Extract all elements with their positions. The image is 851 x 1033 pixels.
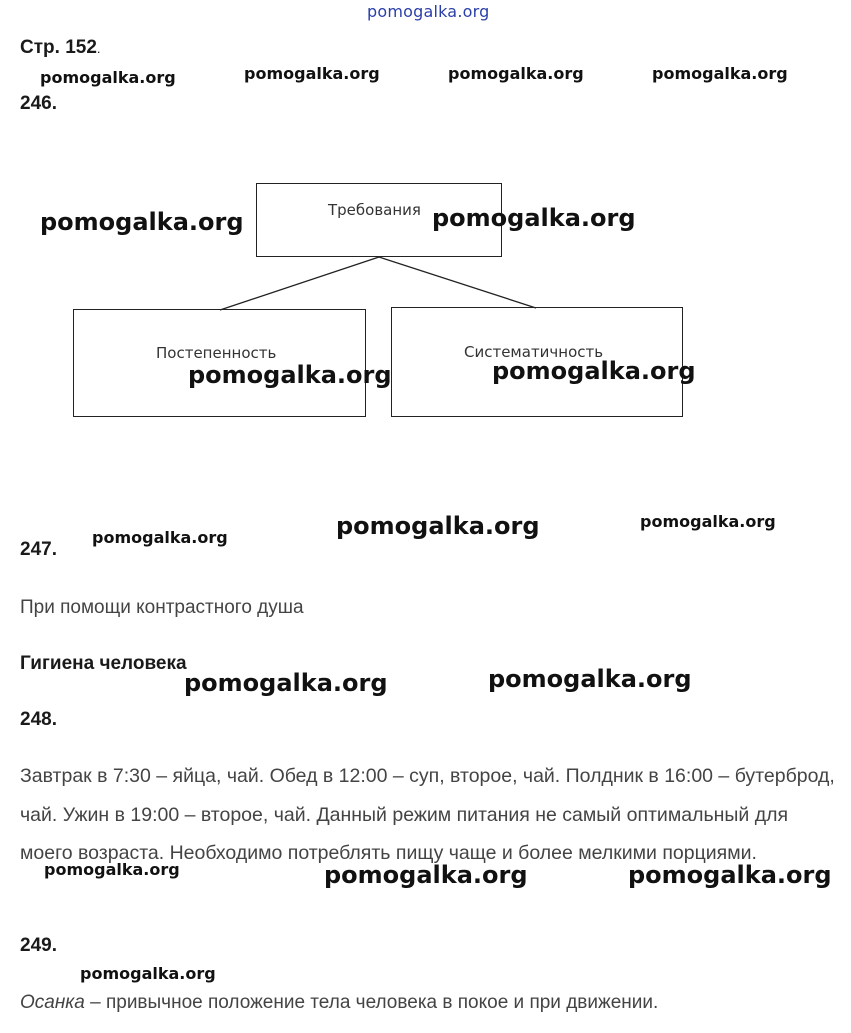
- watermark: pomogalka.org: [652, 64, 788, 83]
- watermark: pomogalka.org: [492, 357, 696, 385]
- watermark: pomogalka.org: [44, 860, 180, 879]
- diagram-left-label: Постепенность: [156, 344, 277, 362]
- task-249-answer: [20, 992, 658, 1014]
- watermark: pomogalka.org: [40, 68, 176, 87]
- diagram-right-label: Систематичность: [464, 343, 604, 361]
- watermark: pomogalka.org: [432, 204, 636, 232]
- term-definition: – привычное положение тела человека в покое и при движении.: [84, 992, 659, 1013]
- watermark: pomogalka.org: [488, 665, 692, 693]
- watermark: pomogalka.org: [188, 361, 392, 389]
- watermark: pomogalka.org: [244, 64, 380, 83]
- watermark: pomogalka.org: [640, 512, 776, 531]
- section-title: Гигиена человека: [20, 653, 187, 674]
- task-number-249: 249.: [20, 935, 57, 956]
- task-number-246: 246.: [20, 93, 57, 114]
- diagram-root-label: Требования: [328, 201, 421, 219]
- task-248-answer: Завтрак в 7:30 – яйца, чай. Обед в 12:00 – суп, второе, чай. Полдник в 16:00 – бутерброд, чай. Ужин в 19:00 – второе, чай. Данный режим питания не самый оптимальный для моего возраста. Необходимо потреблять пищу чаще и более мелкими порциями.: [20, 765, 835, 864]
- term-posture: Осанка: [20, 992, 85, 1013]
- watermark: pomogalka.org: [448, 64, 584, 83]
- watermark: pomogalka.org: [184, 669, 388, 697]
- connector-right: [379, 257, 536, 308]
- task-number-248: 248.: [20, 709, 57, 730]
- watermark-top: pomogalka.org: [367, 2, 490, 21]
- page-label-text: Стр. 152: [20, 37, 97, 58]
- watermark: pomogalka.org: [336, 512, 540, 540]
- connector-left: [220, 257, 379, 310]
- watermark: pomogalka.org: [92, 528, 228, 547]
- watermark: pomogalka.org: [324, 861, 528, 889]
- watermark: pomogalka.org: [628, 861, 832, 889]
- task-number-247: 247.: [20, 539, 57, 560]
- task-247-answer: При помощи контрастного душа: [20, 597, 304, 618]
- page-label-dot: .: [96, 41, 101, 56]
- watermark: pomogalka.org: [80, 964, 216, 983]
- watermark: pomogalka.org: [40, 208, 244, 236]
